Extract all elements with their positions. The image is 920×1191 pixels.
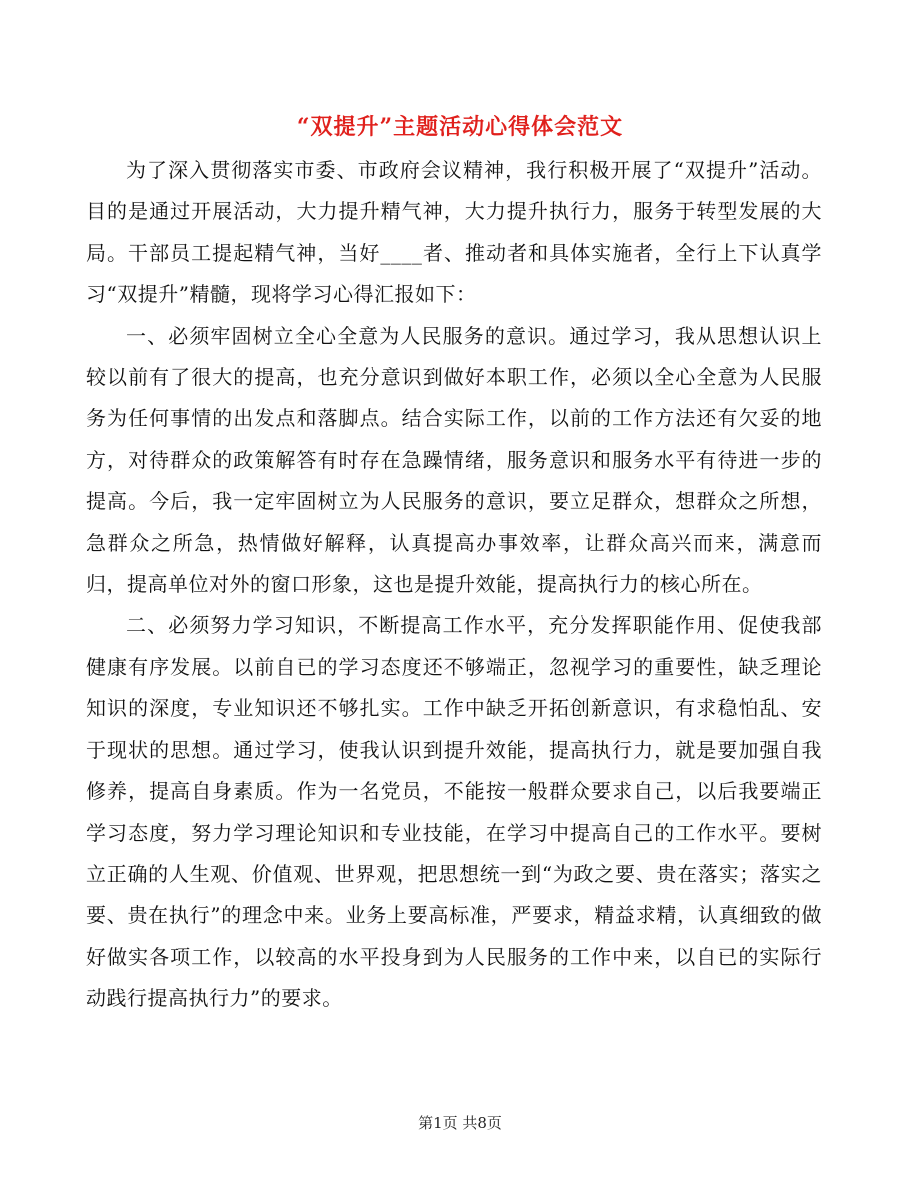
page-footer: 第1页 共8页 (418, 1114, 502, 1132)
paragraph-intro: 为了深入贯彻落实市委、市政府会议精神，我行积极开展了“双提升”活动。目的是通过开展活动，大力提升精气神，大力提升执行力，服务于转型发展的大局。干部员工提起精气神，当好____者、推动者和具体实施者，全行上下认真学习“双提升”精髓，现将学习心得汇报如下： (86, 158, 822, 307)
document-title: “双提升”主题活动心得体会范文 (296, 114, 624, 140)
paragraph-section-one: 一、必须牢固树立全心全意为人民服务的意识。通过学习，我从思想认识上较以前有了很大的提高，也充分意识到做好本职工作，必须以全心全意为人民服务为任何事情的出发点和落脚点。结合实际工作，以前的工作方法还有欠妥的地方，对待群众的政策解答有时存在急躁情绪，服务意识和服务水平有待进一步的提高。今后，我一定牢固树立为人民服务的意识，要立足群众，想群众之所想，急群众之所急，热情做好解释，认真提高办事效率，让群众高兴而来，满意而归，提高单位对外的窗口形象，这也是提升效能，提高执行力的核心所在。 (86, 323, 822, 597)
paragraph-section-two: 二、必须努力学习知识，不断提高工作水平，充分发挥职能作用、促使我部健康有序发展。以前自已的学习态度还不够端正，忽视学习的重要性，缺乏理论知识的深度，专业知识还不够扎实。工作中缺乏开拓创新意识，有求稳怕乱、安于现状的思想。通过学习，使我认识到提升效能，提高执行力，就是要加强自我修养，提高自身素质。作为一名党员，不能按一般群众要求自己，以后我要端正学习态度，努力学习理论知识和专业技能，在学习中提高自己的工作水平。要树立正确的人生观、价值观、世界观，把思想统一到“为政之要、贵在落实；落实之要、贵在执行”的理念中来。业务上要高标准，严要求，精益求精，认真细致的做好做实各项工作，以较高的水平投身到为人民服务的工作中来，以自已的实际行动践行提高执行力”的要求。 (86, 613, 822, 1011)
document-body (86, 150, 822, 1020)
